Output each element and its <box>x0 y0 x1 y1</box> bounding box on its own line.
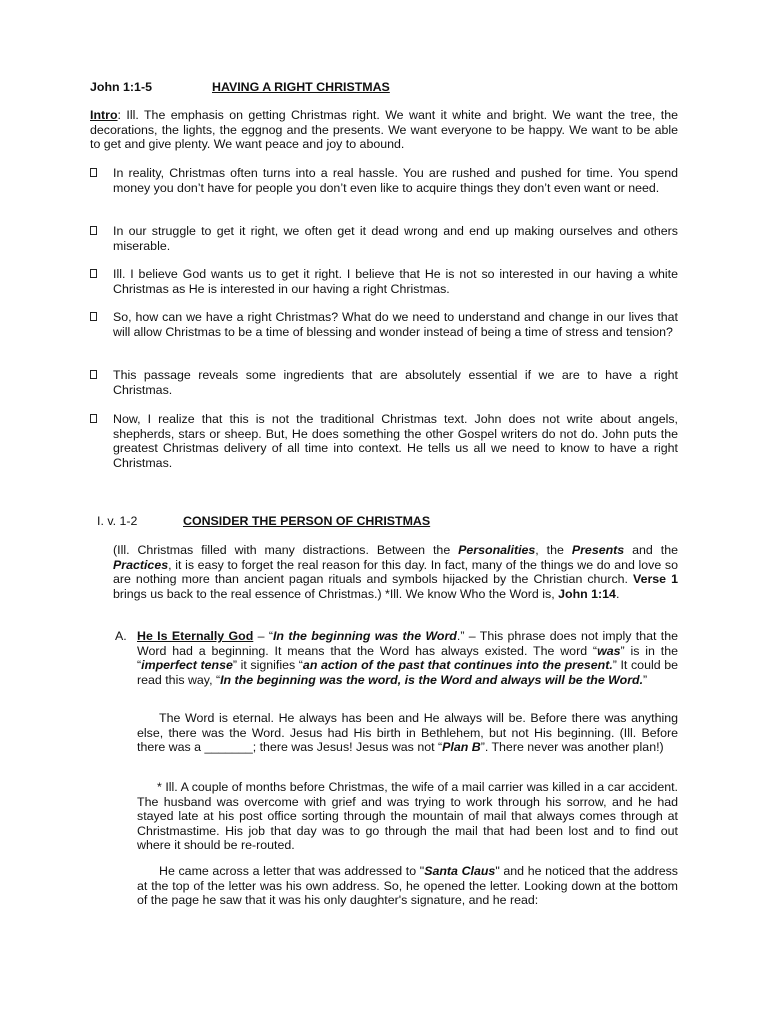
text-run: The Word is eternal. He always has been and He always will be. Before there was anything else, there was the Word. Jesus had His birth in Bethlehem, but not His beginning. (Ill. Before there was a _______; there was Jesus! Jesus was not “ <box>137 711 678 755</box>
text-run: He came across a letter that was addressed to " <box>159 864 425 878</box>
text-run: .” – This phrase does not imply that the Word had a beginning. It means that the Word has always existed. The word “ <box>137 629 678 658</box>
bullet-box-icon <box>90 226 97 235</box>
emphasis-text: Plan B <box>442 740 481 755</box>
bullet-text: So, how can we have a right Christmas? What do we need to understand and change in our lives that will allow Christmas to be a time of blessing and wonder instead of being a time of stress and tension? <box>113 310 678 339</box>
emphasis-text: Santa Claus <box>424 864 496 878</box>
bullet-text: Ill. I believe God wants us to get it right. I believe that He is not so interested in our having a white Christmas as He is interested in our having a right Christmas. <box>113 267 678 296</box>
intro-text: : Ill. The emphasis on getting Christmas right. We want it white and bright. We want the tree, the decorations, the lights, the eggnog and the presents. We want everyone to be happy. We want to be able to get and give plenty. We want peace and joy to abound. <box>90 108 678 152</box>
section-number: I. v. 1-2 <box>97 514 138 528</box>
text-run: brings us back to the real essence of Christmas.) *Ill. We know Who the Word is, <box>113 586 559 601</box>
emphasis-text: Presents <box>571 543 625 557</box>
emphasis-text: imperfect tense <box>141 658 233 673</box>
bullet-box-icon <box>90 269 97 278</box>
sermon-title: HAVING A RIGHT CHRISTMAS <box>212 80 390 94</box>
text-run: ”. There never was another plan!) <box>480 740 664 755</box>
emphasis-text: In the beginning was the word, is the Word and always will be the Word. <box>220 672 644 687</box>
subpoint-label: A. <box>115 629 127 643</box>
intro-paragraph <box>90 108 678 152</box>
bullet-box-icon <box>90 312 97 321</box>
text-run: (Ill. Christmas filled with many distractions. Between the <box>113 543 459 557</box>
section-title: CONSIDER THE PERSON OF CHRISTMAS <box>183 514 431 528</box>
emphasis-text: Verse 1 <box>633 572 678 587</box>
text-run: . <box>615 586 620 601</box>
text-run: ” <box>643 672 648 687</box>
bullet-text: In our struggle to get it right, we often get it dead wrong and end up making ourselves and others miserable. <box>113 224 678 253</box>
bullet-box-icon <box>90 370 97 379</box>
text-run: , the <box>535 543 572 557</box>
subpoint-text <box>137 629 678 687</box>
intro-label: Intro <box>90 108 118 122</box>
text-run: , it is easy to forget the real reason for this day. In fact, many of the things we do and love so are nothing more than ancient pagan rituals and symbols hijacked by the Christian church. <box>113 557 678 587</box>
emphasis-text: was <box>597 643 621 658</box>
section-intro-paragraph <box>113 543 678 601</box>
letter-paragraph <box>137 864 678 908</box>
emphasis-text: In the beginning was the Word <box>272 629 457 643</box>
emphasis-text: Practices <box>113 557 169 572</box>
emphasis-text: Personalities <box>458 543 536 557</box>
subpoint-title: He Is Eternally God <box>137 629 254 643</box>
text-run: ” It could be read this way, “ <box>137 658 678 687</box>
text-run: " and he noticed that the address at the top of the letter was his own address. So, he opened the letter. Looking down at the bottom of the page he saw that it was his only daughter's signature, and he read: <box>137 864 678 908</box>
scripture-reference: John 1:1-5 <box>90 80 152 94</box>
bullet-box-icon <box>90 168 97 177</box>
text-run: ” it signifies “ <box>232 658 303 673</box>
bullet-text: Now, I realize that this is not the traditional Christmas text. John does not write about angels, shepherds, stars or sheep. But, He does something the other Gospel writers do not do. John puts the greatest Christmas delivery of all time into context. He tells us all we need to know to have a right Christmas. <box>113 412 678 470</box>
text-run: and the <box>624 543 678 557</box>
bullet-box-icon <box>90 414 97 423</box>
emphasis-text: John 1:14 <box>558 586 616 601</box>
text-run: ” is in the “ <box>137 643 678 673</box>
eternal-paragraph <box>137 711 678 755</box>
bullet-text: This passage reveals some ingredients that are absolutely essential if we are to have a right Christmas. <box>113 368 678 397</box>
document-heading <box>90 80 690 95</box>
section-heading <box>97 514 657 529</box>
emphasis-text: an action of the past that continues into the present. <box>302 658 613 673</box>
bullet-text: In reality, Christmas often turns into a real hassle. You are rushed and pushed for time. You spend money you don’t have for people you don’t even like to acquire things they don’t even want or need. <box>113 166 678 195</box>
mail-carrier-paragraph: * Ill. A couple of months before Christmas, the wife of a mail carrier was killed in a car accident. The husband was overcome with grief and was trying to work through his sorrow, and he had stayed late at his post office sorting through the mountain of mail that always comes through at Christmastime. His job that day was to go through the mail that had been lost and to find out where it should be re-routed. <box>137 780 678 853</box>
text-run: – “ <box>253 629 273 643</box>
